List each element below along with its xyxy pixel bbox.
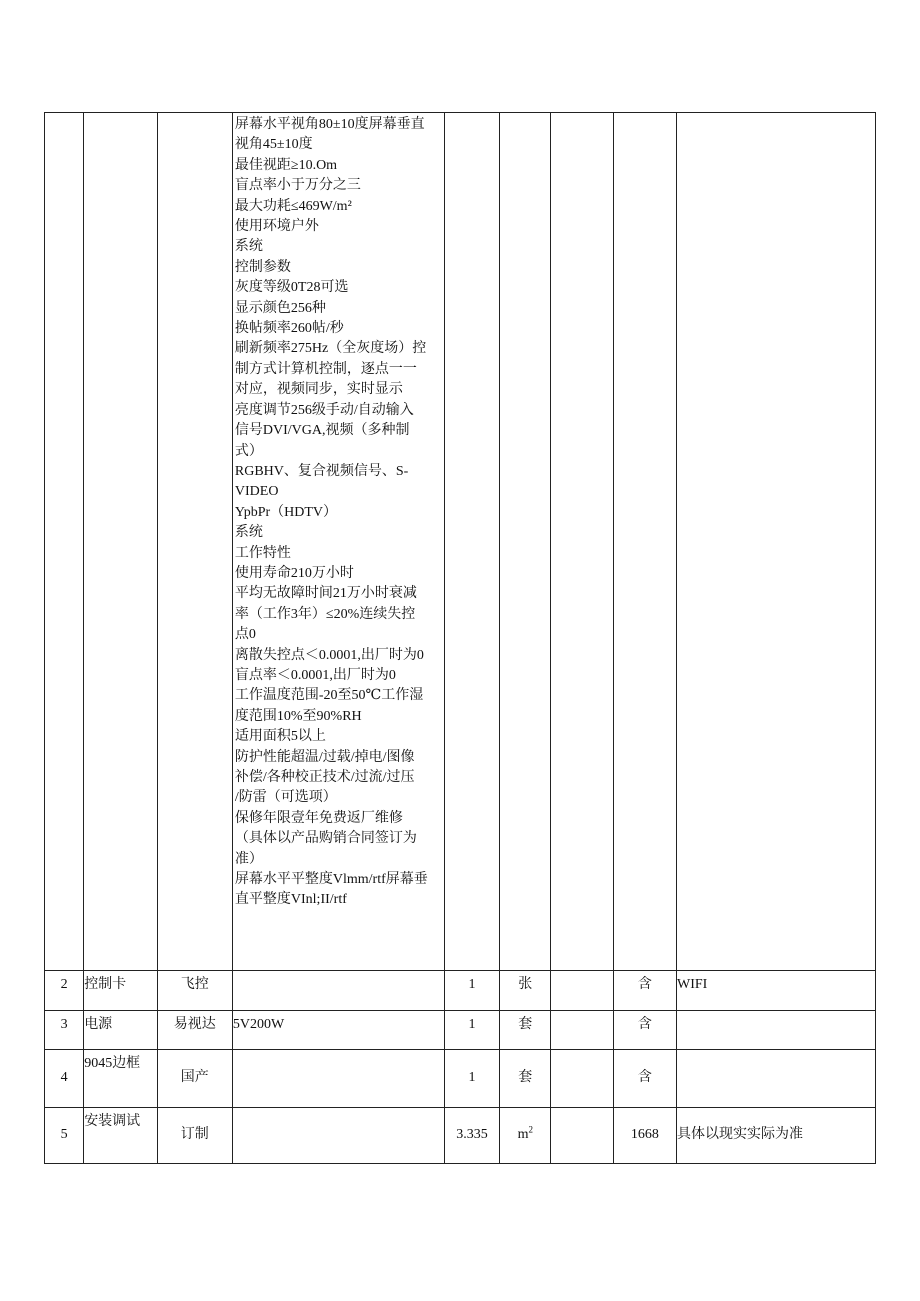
spec-line: 使用环境户外: [234, 219, 319, 235]
spec-line: VIDEO: [234, 484, 279, 500]
spec-line: YpbPr（HDTV）: [234, 504, 338, 520]
cell-note: WIFI: [677, 971, 876, 1011]
cell-qty: 1: [444, 1011, 499, 1050]
cell-brand: 国产: [157, 1050, 232, 1108]
spec-line: 准）: [234, 851, 263, 867]
unit-superscript: 2: [528, 1124, 533, 1135]
spec-line: 刷新频率275Hz（全灰度场）控: [234, 341, 427, 357]
cell-brand: [157, 113, 232, 971]
spec-line: 适用面积5以上: [234, 729, 326, 745]
cell-spec: [232, 1050, 444, 1108]
cell-spec: [232, 971, 444, 1011]
cell-qty: 3.335: [444, 1108, 499, 1164]
spec-line: /防雷（可选项）: [234, 790, 337, 806]
spec-line: 显示颜色256种: [234, 300, 326, 316]
cell-brand: 易视达: [157, 1011, 232, 1050]
cell-unit: 套: [500, 1011, 551, 1050]
spec-line: 对应，视频同步，实时显示: [234, 382, 403, 398]
cell-total: 含: [613, 1050, 676, 1108]
cell-qty: 1: [444, 971, 499, 1011]
cell-no: 3: [45, 1011, 84, 1050]
cell-name: 9045边框: [84, 1050, 157, 1108]
cell-spec: [232, 1108, 444, 1164]
table-row: [45, 971, 876, 1011]
cell-note: [677, 113, 876, 971]
spec-line: 率（工作3年）≤20%连续失控: [234, 606, 416, 622]
cell-price: [551, 1108, 613, 1164]
spec-line: 离散失控点＜0.0001,出厂时为0: [234, 647, 424, 663]
cell-brand: 订制: [157, 1108, 232, 1164]
spec-lines: [233, 113, 444, 911]
cell-spec: [232, 113, 444, 971]
cell-no: 4: [45, 1050, 84, 1108]
cell-name: 安装调试: [84, 1108, 157, 1164]
spec-line: 视角45±10度: [234, 137, 313, 153]
spec-line: 式）: [234, 443, 263, 459]
spec-line: 使用寿命210万小时: [234, 565, 354, 581]
table-row-spec-continuation: [45, 113, 876, 971]
cell-price: [551, 113, 613, 971]
spec-line: 度范围10%至90%RH: [234, 708, 362, 724]
spec-line: 屏幕水平视角80±10度屏幕垂直: [234, 117, 425, 132]
spec-line: 信号DVI/VGA,视频（多种制: [234, 423, 410, 439]
cell-unit: [500, 1108, 551, 1164]
spec-line: 换帖频率260帖/秒: [234, 321, 344, 337]
spec-line: 制方式计算机控制，逐点一一: [234, 361, 417, 377]
spec-line: 盲点率小于万分之三: [234, 178, 361, 194]
spec-line: （具体以产品购销合同签订为: [234, 831, 417, 847]
spec-line: 工作特性: [234, 545, 291, 561]
cell-note: 具体以现实实际为准: [677, 1108, 876, 1164]
spec-line: 亮度调节256级手动/自动输入: [234, 402, 414, 418]
cell-unit: 张: [500, 971, 551, 1011]
cell-no: 5: [45, 1108, 84, 1164]
spec-line: 保修年限壹年免费返厂维修: [234, 810, 403, 826]
spec-line: 平均无故障时间21万小时衰减: [234, 586, 417, 602]
cell-qty: [444, 113, 499, 971]
cell-note: [677, 1050, 876, 1108]
spec-line: 防护性能超温/过载/掉电/图像: [234, 749, 415, 765]
cell-total: 含: [613, 1011, 676, 1050]
spec-line: 盲点率＜0.0001,出厂时为0: [234, 667, 396, 683]
table-row: [45, 1108, 876, 1164]
spec-line: 补偿/各种校正技术/过流/过压: [234, 770, 415, 785]
table-row: [45, 1050, 876, 1108]
spec-line: 直平整度VInl;II/rtf: [234, 892, 347, 908]
spec-line: 屏幕水平平整度Vlmm/rtf屏幕垂: [234, 872, 428, 888]
spec-line: 系统: [234, 525, 263, 541]
cell-unit: 套: [500, 1050, 551, 1108]
spec-line: 最大功耗≤469W/m²: [234, 198, 352, 214]
cell-price: [551, 971, 613, 1011]
cell-name: 控制卡: [84, 971, 157, 1011]
cell-spec: 5V200W: [232, 1011, 444, 1050]
cell-price: [551, 1011, 613, 1050]
spec-line: 系统: [234, 239, 263, 255]
cell-qty: 1: [444, 1050, 499, 1108]
cell-no: [45, 113, 84, 971]
spec-line: 工作温度范围-20至50℃工作湿: [234, 688, 424, 704]
cell-price: [551, 1050, 613, 1108]
cell-no: 2: [45, 971, 84, 1011]
spec-line: 点0: [234, 627, 256, 643]
cell-name: [84, 113, 157, 971]
cell-total: [613, 113, 676, 971]
spec-line: RGBHV、复合视频信号、S-: [234, 463, 409, 479]
cell-note: [677, 1011, 876, 1050]
cell-total: 1668: [613, 1108, 676, 1164]
spec-table: [44, 112, 876, 1164]
unit-text: m: [517, 1127, 529, 1143]
table-row: [45, 1011, 876, 1050]
cell-name: 电源: [84, 1011, 157, 1050]
spec-line: 灰度等级0T28可选: [234, 280, 349, 296]
cell-unit: [500, 113, 551, 971]
spec-line: 最佳视距≥10.Om: [234, 157, 338, 173]
cell-total: 含: [613, 971, 676, 1011]
spec-line: 控制参数: [234, 259, 291, 275]
cell-brand: 飞控: [157, 971, 232, 1011]
